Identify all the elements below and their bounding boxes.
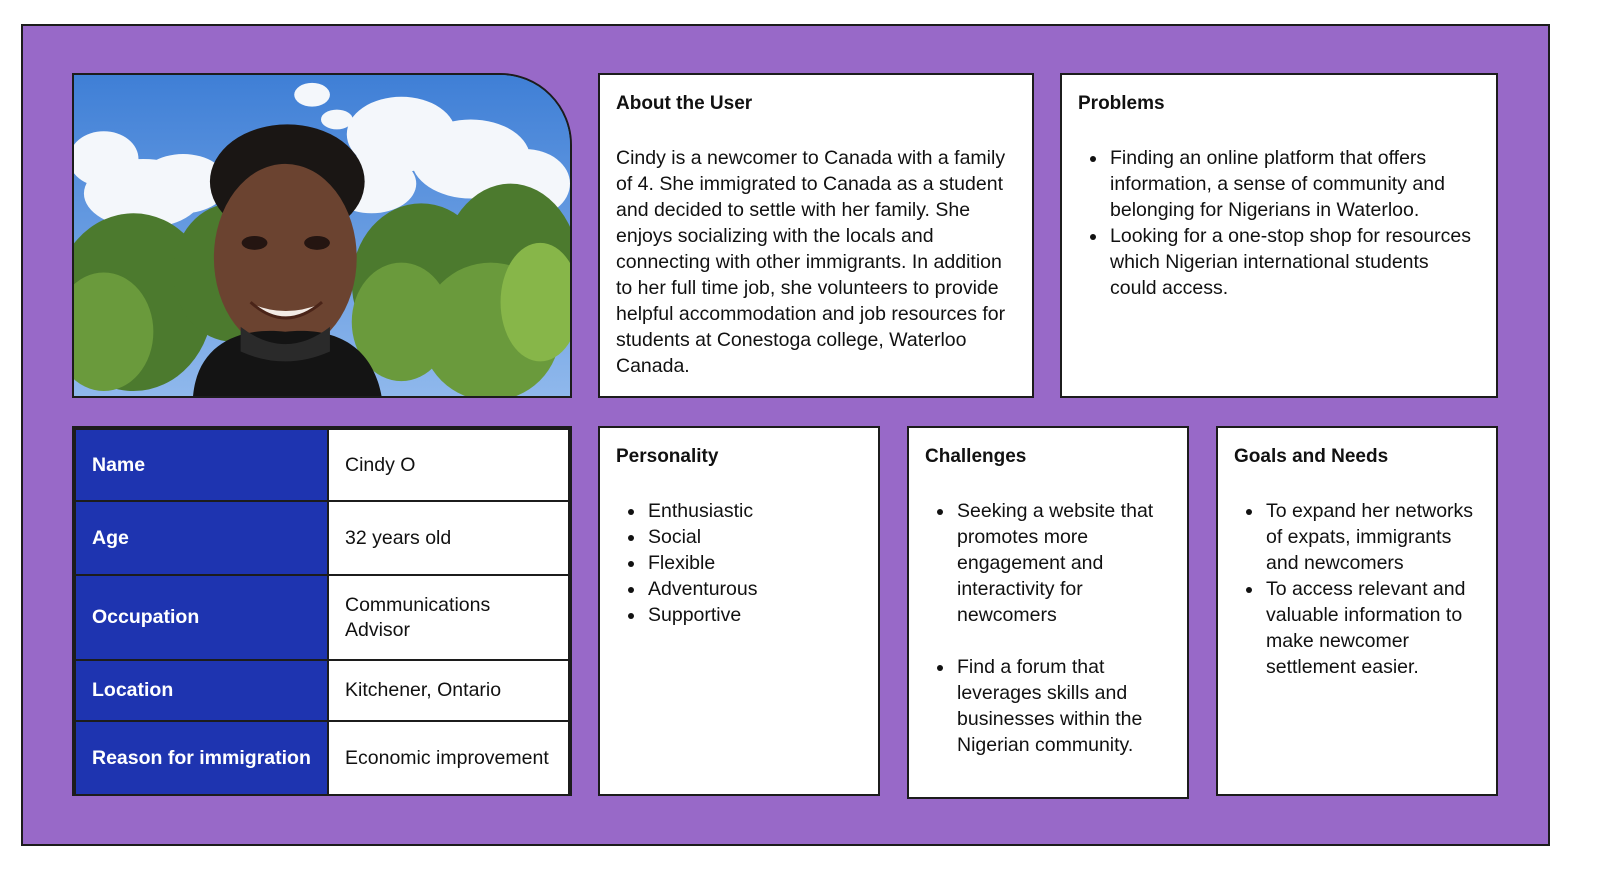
problems-title: Problems — [1078, 93, 1165, 114]
location-label: Location — [75, 660, 328, 721]
reason-value: Economic improvement — [328, 721, 569, 795]
personality-item: • Social — [646, 524, 862, 550]
problems-card — [1060, 73, 1498, 398]
challenge-item: • Seeking a website that promotes more engagement and interactivity for newcomers — [955, 498, 1171, 628]
reason-label: Reason for immigration — [75, 721, 328, 795]
personality-item: • Supportive — [646, 602, 862, 628]
table-row — [75, 660, 569, 721]
occupation-label: Occupation — [75, 575, 328, 660]
goal-item: • To access relevant and valuable information to make newcomer settlement easier. — [1264, 576, 1480, 680]
user-photo — [72, 73, 572, 398]
challenges-title: Challenges — [925, 446, 1027, 467]
table-row — [75, 721, 569, 795]
table-row — [75, 501, 569, 575]
table-row — [75, 575, 569, 660]
problem-item: • Looking for a one-stop shop for resources which Nigerian international students could access. — [1108, 223, 1480, 301]
person-photo-icon — [74, 75, 570, 396]
goal-item: • To expand her networks of expats, immigrants and newcomers — [1264, 498, 1480, 576]
name-value: Cindy O — [328, 429, 569, 501]
personality-item: • Flexible — [646, 550, 862, 576]
goals-title: Goals and Needs — [1234, 446, 1389, 467]
profile-info-table — [72, 426, 572, 796]
challenge-item: • Find a forum that leverages skills and businesses within the Nigerian community. — [955, 654, 1171, 758]
occupation-value: Communications Advisor — [328, 575, 569, 660]
table-row — [75, 429, 569, 501]
age-label: Age — [75, 501, 328, 575]
problem-item: • Finding an online platform that offers information, a sense of community and belonging for Nigerians in Waterloo. — [1108, 145, 1480, 223]
about-text: Cindy is a newcomer to Canada with a family of 4. She immigrated to Canada as a student and decided to settle with her family. She enjoys socializing with the locals and connecting with other immigrants. In addition to her full time job, she volunteers to provide helpful accommodation and job resources for students at Conestoga college, Waterloo Canada. — [616, 147, 1006, 377]
about-card — [598, 73, 1034, 398]
about-title: About the User — [616, 93, 753, 114]
goals-card — [1216, 426, 1498, 796]
age-value: 32 years old — [328, 501, 569, 575]
location-value: Kitchener, Ontario — [328, 660, 569, 721]
personality-card — [598, 426, 880, 796]
personality-item: • Enthusiastic — [646, 498, 862, 524]
personality-title: Personality — [616, 446, 719, 467]
name-label: Name — [75, 429, 328, 501]
challenges-card — [907, 426, 1189, 799]
personality-item: • Adventurous — [646, 576, 862, 602]
